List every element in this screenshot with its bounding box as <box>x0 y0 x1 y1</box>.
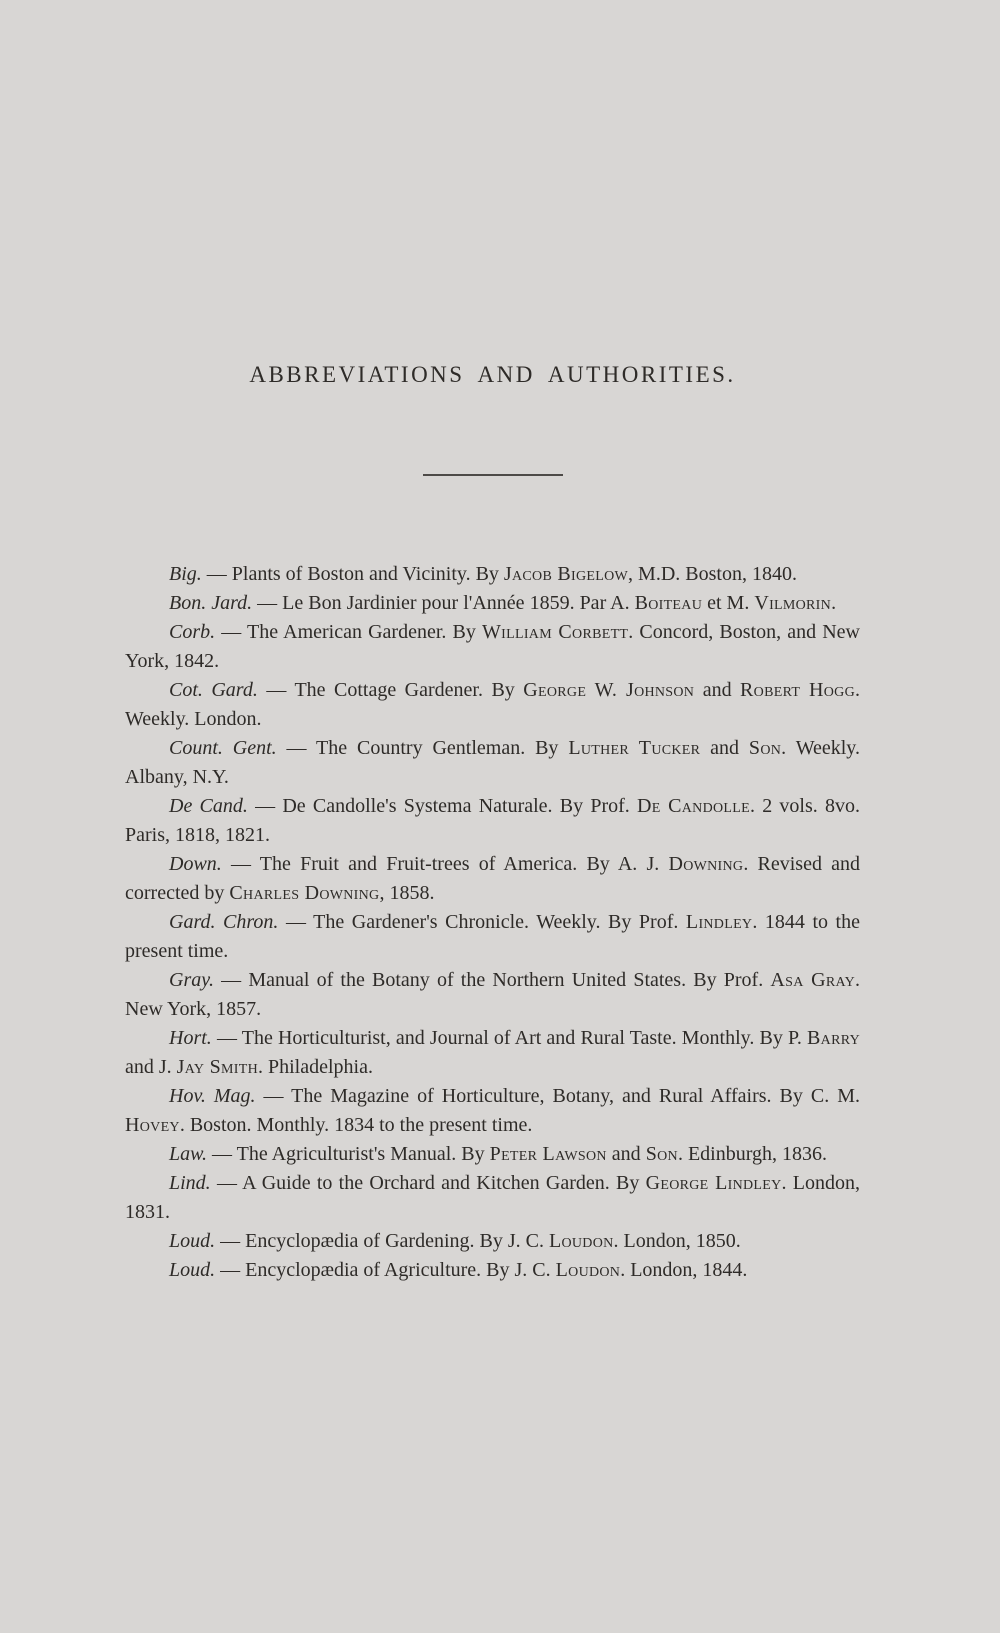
entry-text: — The Horticulturist, and Journal of Art and Rural Taste. Monthly. By P. <box>211 1027 808 1049</box>
abbreviation-label: Hov. Mag. <box>169 1085 256 1107</box>
abbreviation-entry <box>125 560 860 589</box>
entry-text: — De Candolle's Systema Naturale. By Prof. <box>247 795 638 817</box>
abbreviation-entry <box>125 1082 860 1140</box>
author-name: Jay Smith <box>176 1056 258 1078</box>
abbreviation-entry <box>125 1024 860 1082</box>
abbreviation-label: Gard. Chron. <box>169 911 279 933</box>
author-name: Son <box>645 1143 678 1165</box>
entry-text: . Concord, Boston, and New York, 1842. <box>125 621 860 672</box>
abbreviation-label: Corb. <box>169 621 216 643</box>
abbreviation-label: Loud. <box>169 1230 216 1252</box>
entry-text: . <box>831 592 837 614</box>
entry-text: — Plants of Boston and Vicinity. By <box>201 563 504 585</box>
entry-text: and <box>694 679 741 701</box>
entry-text: — The Fruit and Fruit-trees of America. By A. J. <box>221 853 669 875</box>
entry-text: . Weekly. Albany, N.Y. <box>125 737 860 788</box>
author-name: Jacob Bigelow <box>503 563 629 585</box>
author-name: Downing <box>668 853 744 875</box>
abbreviation-label: Bon. Jard. <box>169 592 253 614</box>
abbreviation-label: Law. <box>169 1143 207 1165</box>
entry-text: . Philadelphia. <box>258 1056 373 1078</box>
abbreviation-entry <box>125 850 860 908</box>
entry-list <box>125 560 860 1285</box>
author-name: Asa Gray <box>770 969 855 991</box>
abbreviation-entry <box>125 966 860 1024</box>
author-name: Luther Tucker <box>568 737 701 759</box>
author-name: Barry <box>807 1027 860 1049</box>
entry-text: . London, 1850. <box>613 1230 741 1252</box>
author-name: Boiteau <box>634 592 703 614</box>
author-name: Charles Downing <box>229 882 380 904</box>
entry-text: . Edinburgh, 1836. <box>677 1143 828 1165</box>
abbreviation-label: Count. Gent. <box>169 737 277 759</box>
entry-text: — Le Bon Jardinier pour l'Année 1859. Par A. <box>252 592 635 614</box>
entry-text: . 2 vols. 8vo. Paris, 1818, 1821. <box>125 795 860 846</box>
author-name: Peter Lawson <box>489 1143 607 1165</box>
abbreviation-entry <box>125 1256 860 1285</box>
abbreviation-entry <box>125 618 860 676</box>
abbreviation-entry <box>125 589 860 618</box>
entry-text: , M.D. Boston, 1840. <box>628 563 797 585</box>
author-name: Vilmorin <box>754 592 832 614</box>
page-title: ABBREVIATIONS AND AUTHORITIES. <box>249 362 736 387</box>
abbreviation-label: Down. <box>169 853 222 875</box>
author-name: Lindley <box>685 911 753 933</box>
abbreviation-label: Hort. <box>169 1027 212 1049</box>
abbreviation-label: De Cand. <box>169 795 248 817</box>
entry-text: . Weekly. London. <box>125 679 860 730</box>
entry-text: and J. <box>125 1056 177 1078</box>
abbreviation-label: Gray. <box>169 969 214 991</box>
abbreviation-label: Lind. <box>169 1172 211 1194</box>
entry-text: et M. <box>702 592 755 614</box>
entry-text: . London, 1831. <box>125 1172 860 1223</box>
entry-text: . New York, 1857. <box>125 969 860 1020</box>
abbreviation-entry <box>125 734 860 792</box>
abbreviation-entry <box>125 1169 860 1227</box>
abbreviation-label: Cot. Gard. <box>169 679 258 701</box>
author-name: Hovey <box>125 1114 180 1136</box>
entry-text: . Boston. Monthly. 1834 to the present time. <box>179 1114 533 1136</box>
abbreviation-entry <box>125 1140 860 1169</box>
entry-text: — A Guide to the Orchard and Kitchen Garden. By <box>210 1172 646 1194</box>
abbreviation-entry <box>125 908 860 966</box>
author-name: George Lindley <box>645 1172 782 1194</box>
author-name: Loudon <box>555 1259 621 1281</box>
divider-rule <box>423 474 563 476</box>
entry-text: — The American Gardener. By <box>215 621 482 643</box>
abbreviation-entry <box>125 792 860 850</box>
entry-text: — Manual of the Botany of the Northern United States. By Prof. <box>214 969 771 991</box>
entry-text: , 1858. <box>379 882 435 904</box>
entry-text: and <box>700 737 749 759</box>
entry-text: . Revised and corrected by <box>125 853 860 904</box>
author-name: Robert Hogg <box>740 679 855 701</box>
entry-text: — The Agriculturist's Manual. By <box>206 1143 490 1165</box>
author-name: William Corbett <box>482 621 629 643</box>
entry-text: and <box>606 1143 646 1165</box>
author-name: Son <box>748 737 782 759</box>
entry-text: . 1844 to the present time. <box>125 911 860 962</box>
abbreviation-entry <box>125 1227 860 1256</box>
entry-text: — The Country Gentleman. By <box>276 737 569 759</box>
entry-text: — The Cottage Gardener. By <box>257 679 524 701</box>
entry-text: — Encyclopædia of Agriculture. By J. C. <box>215 1259 556 1281</box>
entry-text: — The Magazine of Horticulture, Botany, and Rural Affairs. By C. M. <box>255 1085 860 1107</box>
entry-text: — Encyclopædia of Gardening. By J. C. <box>215 1230 549 1252</box>
entry-text: — The Gardener's Chronicle. Weekly. By Prof. <box>278 911 686 933</box>
abbreviation-label: Big. <box>169 563 202 585</box>
abbreviation-entry <box>125 676 860 734</box>
author-name: George W. Johnson <box>523 679 695 701</box>
entry-text: . London, 1844. <box>620 1259 748 1281</box>
author-name: De Candolle <box>637 795 750 817</box>
author-name: Loudon <box>548 1230 614 1252</box>
abbreviation-label: Loud. <box>169 1259 216 1281</box>
